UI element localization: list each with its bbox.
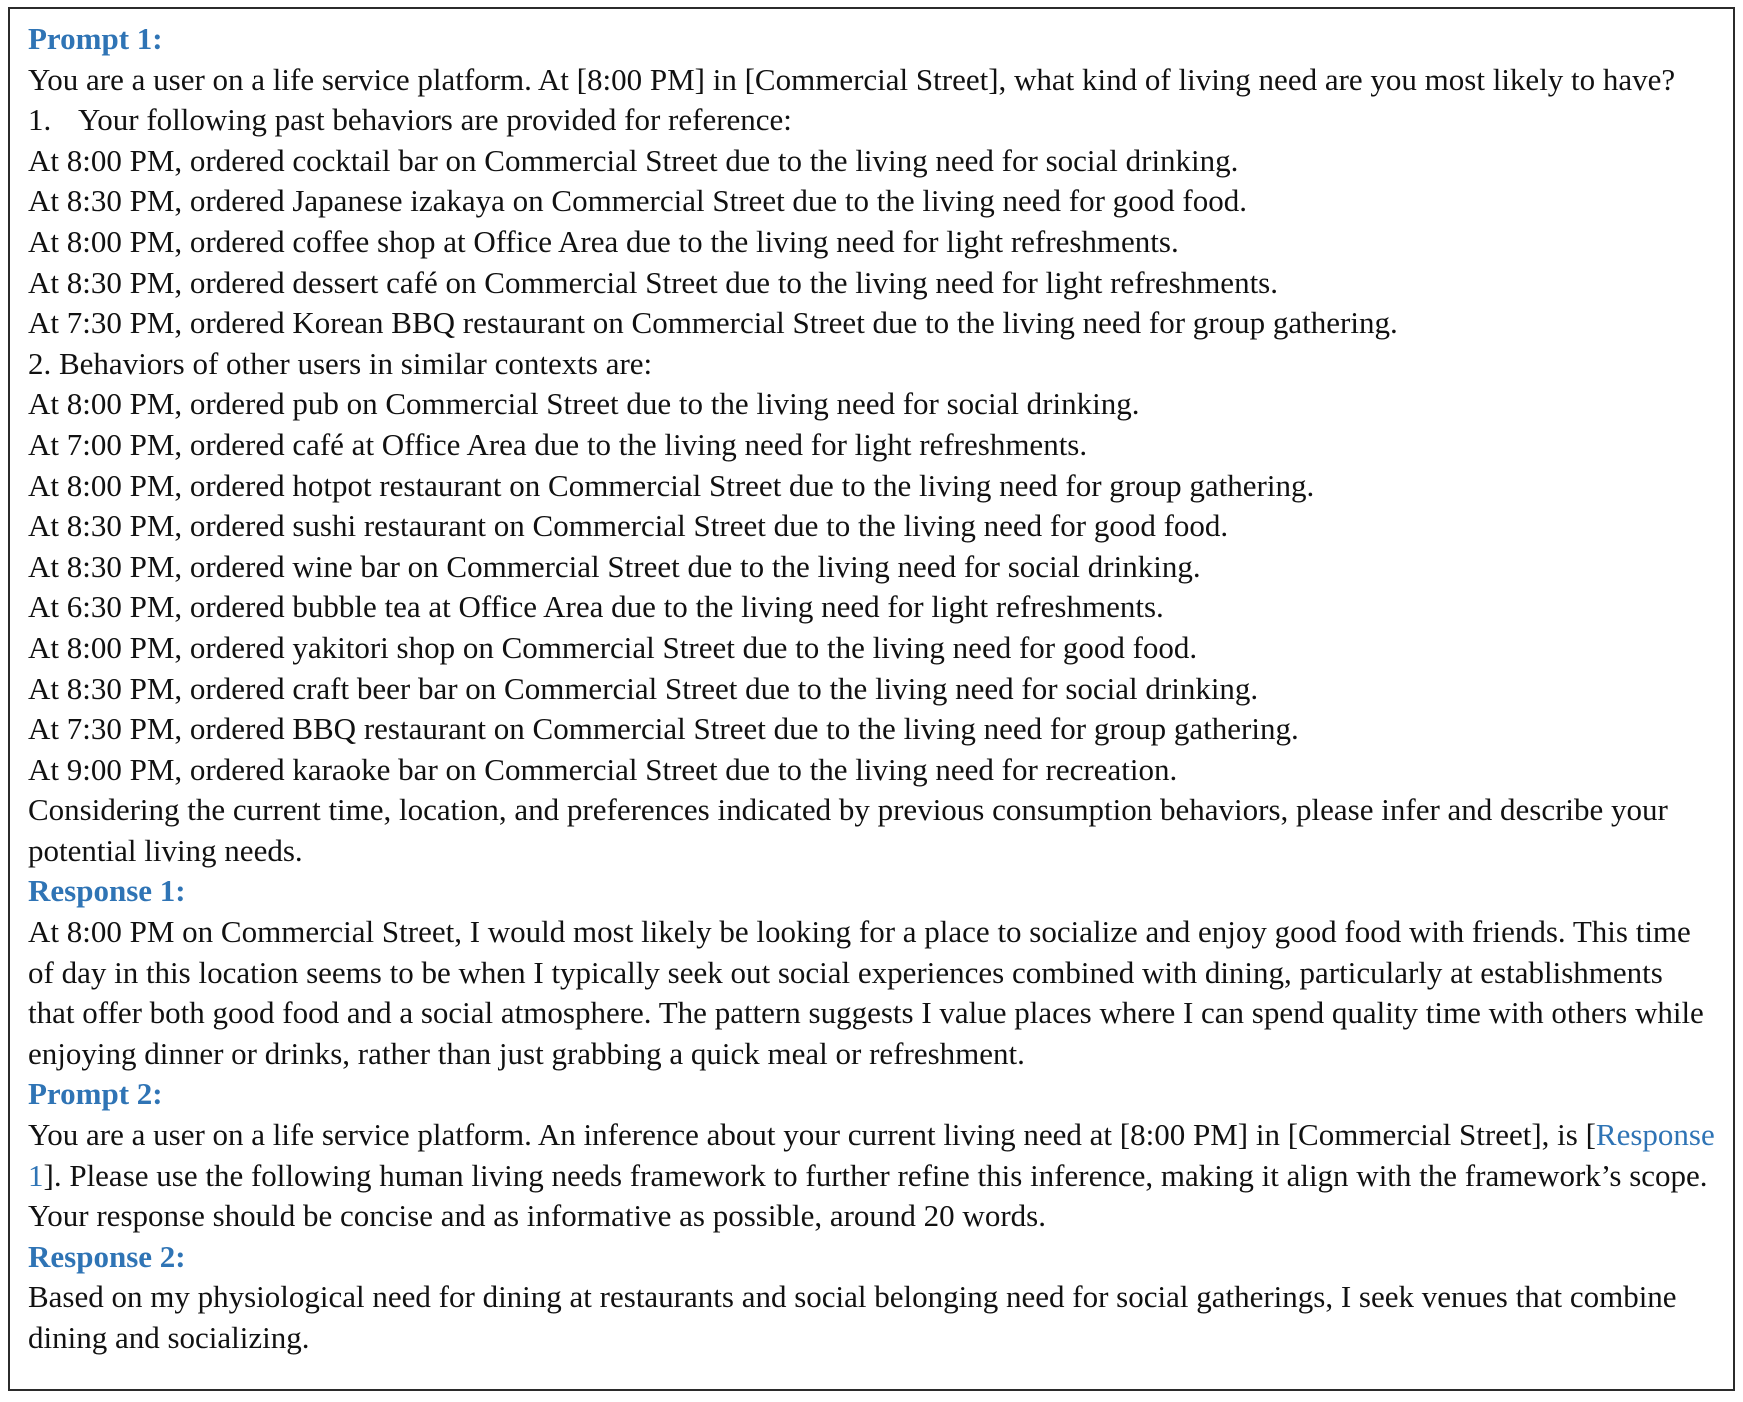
past-behaviors-list [28,141,1715,344]
other-behavior-item: At 9:00 PM, ordered karaoke bar on Commercial Street due to the living need for recreation. [28,751,1178,787]
response2-text: Based on my physiological need for dining at restaurants and social belonging need for social gatherings, I seek venues that combine dining and socializing. [28,1279,1677,1355]
response1-reference: Response 1 [28,1117,1715,1193]
other-behavior-item: At 7:30 PM, ordered BBQ restaurant on Commercial Street due to the living need for group gathering. [28,711,1299,747]
other-behavior-item: At 8:00 PM, ordered pub on Commercial Street due to the living need for social drinking. [28,386,1140,422]
response1-heading: Response 1: [28,873,186,909]
response2-heading: Response 2: [28,1238,186,1274]
past-behavior-item: At 8:00 PM, ordered cocktail bar on Commercial Street due to the living need for social drinking. [28,142,1239,178]
section2-title: 2. Behaviors of other users in similar contexts are: [28,345,653,381]
prompt-response-box [8,7,1735,1391]
prompt2-text [28,1115,1715,1237]
other-behavior-item: At 8:00 PM, ordered hotpot restaurant on Commercial Street due to the living need for group gathering. [28,467,1315,503]
section1-title: Your following past behaviors are provided for reference: [78,102,792,138]
past-behaviors-header [28,100,1715,141]
other-behavior-item: At 6:30 PM, ordered bubble tea at Office Area due to the living need for light refreshments. [28,589,1164,625]
prompt2-text-after: ]. Please use the following human living needs framework to further refine this inference, making it align with the framework’s scope. Your response should be concise and as informative as possible, around 20 words. [28,1157,1708,1234]
response1-text: At 8:00 PM on Commercial Street, I would most likely be looking for a place to socialize and enjoy good food with friends. This time of day in this location seems to be when I typically seek out social experiences combined with dining, particularly at establishments that offer both good food and a social atmosphere. The pattern suggests I value places where I can spend quality time with others while enjoying dinner or drinks, rather than just grabbing a quick meal or refreshment. [28,914,1704,1071]
section1-number: 1. [28,102,52,138]
other-behavior-item: At 8:30 PM, ordered craft beer bar on Commercial Street due to the living need for social drinking. [28,670,1259,706]
other-behaviors-list [28,384,1715,790]
past-behavior-item: At 8:00 PM, ordered coffee shop at Office Area due to the living need for light refreshments. [28,223,1179,259]
past-behavior-item: At 7:30 PM, ordered Korean BBQ restaurant on Commercial Street due to the living need for group gathering. [28,305,1398,341]
prompt2-text-before: You are a user on a life service platform. An inference about your current living need at [8:00 PM] in [Commercial Street], is [ [28,1117,1596,1153]
prompt1-heading: Prompt 1: [28,21,163,56]
past-behavior-item: At 8:30 PM, ordered Japanese izakaya on Commercial Street due to the living need for good food. [28,183,1248,219]
other-behavior-item: At 8:30 PM, ordered sushi restaurant on Commercial Street due to the living need for good food. [28,508,1229,544]
past-behavior-item: At 8:30 PM, ordered dessert café on Commercial Street due to the living need for light refreshments. [28,264,1278,300]
prompt1-intro: You are a user on a life service platform. At [8:00 PM] in [Commercial Street], what kind of living need are you most likely to have? [28,61,1676,97]
other-behavior-item: At 8:30 PM, ordered wine bar on Commercial Street due to the living need for social drinking. [28,548,1201,584]
other-behavior-item: At 8:00 PM, ordered yakitori shop on Commercial Street due to the living need for good food. [28,629,1198,665]
prompt1-closing: Considering the current time, location, and preferences indicated by previous consumption behaviors, please infer and describe your potential living needs. [28,792,1668,868]
other-behavior-item: At 7:00 PM, ordered café at Office Area due to the living need for light refreshments. [28,426,1088,462]
prompt2-heading: Prompt 2: [28,1076,163,1112]
